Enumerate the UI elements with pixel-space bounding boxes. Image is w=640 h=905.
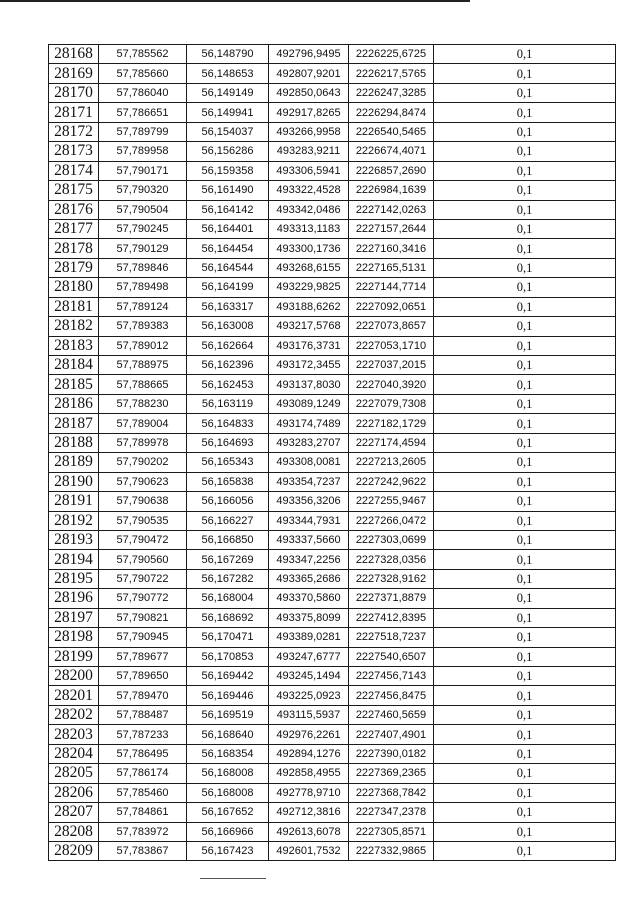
latitude-cell: 57,790245 <box>99 219 187 238</box>
longitude-cell: 56,163119 <box>187 394 269 413</box>
x-coordinate-cell: 493306,5941 <box>269 161 349 180</box>
table-row <box>49 608 616 627</box>
latitude-cell: 57,786040 <box>99 83 187 102</box>
x-coordinate-cell: 492712,3816 <box>269 803 349 822</box>
accuracy-cell: 0,1 <box>434 433 616 452</box>
point-number-cell: 28182 <box>49 317 99 336</box>
table-row <box>49 394 616 413</box>
latitude-cell: 57,789650 <box>99 667 187 686</box>
table-row <box>49 647 616 666</box>
accuracy-cell: 0,1 <box>434 45 616 64</box>
x-coordinate-cell: 493344,7931 <box>269 511 349 530</box>
point-number-cell: 28178 <box>49 239 99 258</box>
point-number-cell: 28170 <box>49 83 99 102</box>
longitude-cell: 56,164544 <box>187 258 269 277</box>
accuracy-cell: 0,1 <box>434 142 616 161</box>
longitude-cell: 56,148653 <box>187 64 269 83</box>
accuracy-cell: 0,1 <box>434 219 616 238</box>
point-number-cell: 28201 <box>49 686 99 705</box>
point-number-cell: 28168 <box>49 45 99 64</box>
accuracy-cell: 0,1 <box>434 686 616 705</box>
longitude-cell: 56,164401 <box>187 219 269 238</box>
scan-top-rule <box>0 0 470 2</box>
longitude-cell: 56,162664 <box>187 336 269 355</box>
table-row <box>49 764 616 783</box>
point-number-cell: 28193 <box>49 530 99 549</box>
y-coordinate-cell: 2227332,9865 <box>349 841 434 860</box>
accuracy-cell: 0,1 <box>434 64 616 83</box>
point-number-cell: 28208 <box>49 822 99 841</box>
y-coordinate-cell: 2227460,5659 <box>349 705 434 724</box>
point-number-cell: 28171 <box>49 103 99 122</box>
point-number-cell: 28209 <box>49 841 99 860</box>
y-coordinate-cell: 2227407,4901 <box>349 725 434 744</box>
y-coordinate-cell: 2226247,3285 <box>349 83 434 102</box>
x-coordinate-cell: 492858,4955 <box>269 764 349 783</box>
y-coordinate-cell: 2227456,8475 <box>349 686 434 705</box>
point-number-cell: 28187 <box>49 414 99 433</box>
longitude-cell: 56,161490 <box>187 181 269 200</box>
longitude-cell: 56,167282 <box>187 569 269 588</box>
table-row <box>49 219 616 238</box>
table-row <box>49 686 616 705</box>
table-row <box>49 841 616 860</box>
accuracy-cell: 0,1 <box>434 744 616 763</box>
accuracy-cell: 0,1 <box>434 375 616 394</box>
latitude-cell: 57,789004 <box>99 414 187 433</box>
point-number-cell: 28169 <box>49 64 99 83</box>
x-coordinate-cell: 493225,0923 <box>269 686 349 705</box>
x-coordinate-cell: 493266,9958 <box>269 122 349 141</box>
x-coordinate-cell: 492778,9710 <box>269 783 349 802</box>
x-coordinate-cell: 492894,1276 <box>269 744 349 763</box>
accuracy-cell: 0,1 <box>434 725 616 744</box>
x-coordinate-cell: 493370,5860 <box>269 589 349 608</box>
longitude-cell: 56,166056 <box>187 492 269 511</box>
longitude-cell: 56,168004 <box>187 589 269 608</box>
y-coordinate-cell: 2227328,0356 <box>349 550 434 569</box>
table-row <box>49 725 616 744</box>
y-coordinate-cell: 2227412,8395 <box>349 608 434 627</box>
latitude-cell: 57,786495 <box>99 744 187 763</box>
longitude-cell: 56,166227 <box>187 511 269 530</box>
y-coordinate-cell: 2226984,1639 <box>349 181 434 200</box>
x-coordinate-cell: 493375,8099 <box>269 608 349 627</box>
accuracy-cell: 0,1 <box>434 356 616 375</box>
longitude-cell: 56,168008 <box>187 783 269 802</box>
accuracy-cell: 0,1 <box>434 394 616 413</box>
accuracy-cell: 0,1 <box>434 841 616 860</box>
y-coordinate-cell: 2227053,1710 <box>349 336 434 355</box>
y-coordinate-cell: 2227305,8571 <box>349 822 434 841</box>
y-coordinate-cell: 2227328,9162 <box>349 569 434 588</box>
accuracy-cell: 0,1 <box>434 414 616 433</box>
point-number-cell: 28197 <box>49 608 99 627</box>
table-row <box>49 414 616 433</box>
latitude-cell: 57,789958 <box>99 142 187 161</box>
latitude-cell: 57,790472 <box>99 530 187 549</box>
x-coordinate-cell: 493300,1736 <box>269 239 349 258</box>
y-coordinate-cell: 2226857,2690 <box>349 161 434 180</box>
table-row <box>49 297 616 316</box>
y-coordinate-cell: 2227266,0472 <box>349 511 434 530</box>
table-row <box>49 433 616 452</box>
table-row <box>49 550 616 569</box>
accuracy-cell: 0,1 <box>434 239 616 258</box>
accuracy-cell: 0,1 <box>434 803 616 822</box>
point-number-cell: 28190 <box>49 472 99 491</box>
y-coordinate-cell: 2227037,2015 <box>349 356 434 375</box>
latitude-cell: 57,790129 <box>99 239 187 258</box>
point-number-cell: 28191 <box>49 492 99 511</box>
y-coordinate-cell: 2227390,0182 <box>349 744 434 763</box>
x-coordinate-cell: 493354,7237 <box>269 472 349 491</box>
longitude-cell: 56,168640 <box>187 725 269 744</box>
x-coordinate-cell: 493172,3455 <box>269 356 349 375</box>
longitude-cell: 56,168692 <box>187 608 269 627</box>
accuracy-cell: 0,1 <box>434 336 616 355</box>
x-coordinate-cell: 493089,1249 <box>269 394 349 413</box>
y-coordinate-cell: 2227165,5131 <box>349 258 434 277</box>
y-coordinate-cell: 2227303,0699 <box>349 530 434 549</box>
x-coordinate-cell: 493247,6777 <box>269 647 349 666</box>
latitude-cell: 57,789498 <box>99 278 187 297</box>
latitude-cell: 57,790504 <box>99 200 187 219</box>
longitude-cell: 56,169442 <box>187 667 269 686</box>
longitude-cell: 56,170853 <box>187 647 269 666</box>
scan-bottom-rule <box>200 878 266 879</box>
x-coordinate-cell: 493174,7489 <box>269 414 349 433</box>
accuracy-cell: 0,1 <box>434 317 616 336</box>
x-coordinate-cell: 492807,9201 <box>269 64 349 83</box>
y-coordinate-cell: 2227368,7842 <box>349 783 434 802</box>
table-row <box>49 83 616 102</box>
y-coordinate-cell: 2227347,2378 <box>349 803 434 822</box>
y-coordinate-cell: 2227142,0263 <box>349 200 434 219</box>
point-number-cell: 28194 <box>49 550 99 569</box>
table-row <box>49 453 616 472</box>
accuracy-cell: 0,1 <box>434 569 616 588</box>
longitude-cell: 56,170471 <box>187 628 269 647</box>
x-coordinate-cell: 493217,5768 <box>269 317 349 336</box>
latitude-cell: 57,790772 <box>99 589 187 608</box>
longitude-cell: 56,166966 <box>187 822 269 841</box>
table-row <box>49 530 616 549</box>
x-coordinate-cell: 493229,9825 <box>269 278 349 297</box>
table-row <box>49 375 616 394</box>
accuracy-cell: 0,1 <box>434 764 616 783</box>
latitude-cell: 57,789383 <box>99 317 187 336</box>
latitude-cell: 57,790623 <box>99 472 187 491</box>
table-row <box>49 161 616 180</box>
accuracy-cell: 0,1 <box>434 589 616 608</box>
point-number-cell: 28206 <box>49 783 99 802</box>
x-coordinate-cell: 493137,8030 <box>269 375 349 394</box>
y-coordinate-cell: 2227456,7143 <box>349 667 434 686</box>
table-row <box>49 569 616 588</box>
point-number-cell: 28202 <box>49 705 99 724</box>
longitude-cell: 56,149149 <box>187 83 269 102</box>
longitude-cell: 56,169519 <box>187 705 269 724</box>
accuracy-cell: 0,1 <box>434 258 616 277</box>
table-row <box>49 258 616 277</box>
x-coordinate-cell: 493308,0081 <box>269 453 349 472</box>
x-coordinate-cell: 493347,2256 <box>269 550 349 569</box>
point-number-cell: 28173 <box>49 142 99 161</box>
longitude-cell: 56,166850 <box>187 530 269 549</box>
longitude-cell: 56,159358 <box>187 161 269 180</box>
latitude-cell: 57,789012 <box>99 336 187 355</box>
latitude-cell: 57,790320 <box>99 181 187 200</box>
point-number-cell: 28192 <box>49 511 99 530</box>
longitude-cell: 56,168354 <box>187 744 269 763</box>
x-coordinate-cell: 493356,3206 <box>269 492 349 511</box>
table-row <box>49 511 616 530</box>
point-number-cell: 28175 <box>49 181 99 200</box>
longitude-cell: 56,164833 <box>187 414 269 433</box>
point-number-cell: 28176 <box>49 200 99 219</box>
x-coordinate-cell: 493342,0486 <box>269 200 349 219</box>
y-coordinate-cell: 2227174,4594 <box>349 433 434 452</box>
longitude-cell: 56,163008 <box>187 317 269 336</box>
point-number-cell: 28198 <box>49 628 99 647</box>
y-coordinate-cell: 2227157,2644 <box>349 219 434 238</box>
longitude-cell: 56,167423 <box>187 841 269 860</box>
y-coordinate-cell: 2227369,2365 <box>349 764 434 783</box>
y-coordinate-cell: 2226225,6725 <box>349 45 434 64</box>
point-number-cell: 28189 <box>49 453 99 472</box>
table-row <box>49 744 616 763</box>
point-number-cell: 28184 <box>49 356 99 375</box>
x-coordinate-cell: 492917,8265 <box>269 103 349 122</box>
point-number-cell: 28183 <box>49 336 99 355</box>
x-coordinate-cell: 493245,1494 <box>269 667 349 686</box>
longitude-cell: 56,148790 <box>187 45 269 64</box>
y-coordinate-cell: 2227092,0651 <box>349 297 434 316</box>
y-coordinate-cell: 2227079,7308 <box>349 394 434 413</box>
longitude-cell: 56,163317 <box>187 297 269 316</box>
latitude-cell: 57,785460 <box>99 783 187 802</box>
table-row <box>49 239 616 258</box>
accuracy-cell: 0,1 <box>434 453 616 472</box>
latitude-cell: 57,789978 <box>99 433 187 452</box>
table-row <box>49 783 616 802</box>
accuracy-cell: 0,1 <box>434 511 616 530</box>
x-coordinate-cell: 492850,0643 <box>269 83 349 102</box>
x-coordinate-cell: 493283,9211 <box>269 142 349 161</box>
point-number-cell: 28199 <box>49 647 99 666</box>
table-row <box>49 278 616 297</box>
latitude-cell: 57,786651 <box>99 103 187 122</box>
accuracy-cell: 0,1 <box>434 472 616 491</box>
latitude-cell: 57,790535 <box>99 511 187 530</box>
longitude-cell: 56,165343 <box>187 453 269 472</box>
longitude-cell: 56,164199 <box>187 278 269 297</box>
latitude-cell: 57,783972 <box>99 822 187 841</box>
latitude-cell: 57,786174 <box>99 764 187 783</box>
y-coordinate-cell: 2227371,8879 <box>349 589 434 608</box>
point-number-cell: 28207 <box>49 803 99 822</box>
latitude-cell: 57,789470 <box>99 686 187 705</box>
accuracy-cell: 0,1 <box>434 550 616 569</box>
x-coordinate-cell: 493188,6262 <box>269 297 349 316</box>
latitude-cell: 57,783867 <box>99 841 187 860</box>
longitude-cell: 56,154037 <box>187 122 269 141</box>
accuracy-cell: 0,1 <box>434 161 616 180</box>
y-coordinate-cell: 2226217,5765 <box>349 64 434 83</box>
point-number-cell: 28185 <box>49 375 99 394</box>
point-number-cell: 28179 <box>49 258 99 277</box>
accuracy-cell: 0,1 <box>434 297 616 316</box>
table-row <box>49 492 616 511</box>
coordinates-table <box>48 44 616 861</box>
x-coordinate-cell: 493268,6155 <box>269 258 349 277</box>
latitude-cell: 57,789124 <box>99 297 187 316</box>
point-number-cell: 28180 <box>49 278 99 297</box>
longitude-cell: 56,162453 <box>187 375 269 394</box>
table-row <box>49 589 616 608</box>
x-coordinate-cell: 493322,4528 <box>269 181 349 200</box>
point-number-cell: 28188 <box>49 433 99 452</box>
accuracy-cell: 0,1 <box>434 530 616 549</box>
table-row <box>49 628 616 647</box>
accuracy-cell: 0,1 <box>434 278 616 297</box>
longitude-cell: 56,167652 <box>187 803 269 822</box>
latitude-cell: 57,785562 <box>99 45 187 64</box>
latitude-cell: 57,789799 <box>99 122 187 141</box>
latitude-cell: 57,789677 <box>99 647 187 666</box>
longitude-cell: 56,167269 <box>187 550 269 569</box>
point-number-cell: 28200 <box>49 667 99 686</box>
table-row <box>49 200 616 219</box>
table-row <box>49 181 616 200</box>
point-number-cell: 28203 <box>49 725 99 744</box>
longitude-cell: 56,162396 <box>187 356 269 375</box>
y-coordinate-cell: 2227182,1729 <box>349 414 434 433</box>
table-row <box>49 122 616 141</box>
x-coordinate-cell: 493176,3731 <box>269 336 349 355</box>
x-coordinate-cell: 492976,2261 <box>269 725 349 744</box>
longitude-cell: 56,156286 <box>187 142 269 161</box>
table-row <box>49 142 616 161</box>
coordinates-table-body <box>49 45 616 861</box>
table-row <box>49 317 616 336</box>
x-coordinate-cell: 492601,7532 <box>269 841 349 860</box>
accuracy-cell: 0,1 <box>434 647 616 666</box>
accuracy-cell: 0,1 <box>434 181 616 200</box>
y-coordinate-cell: 2226674,4071 <box>349 142 434 161</box>
accuracy-cell: 0,1 <box>434 705 616 724</box>
latitude-cell: 57,785660 <box>99 64 187 83</box>
table-row <box>49 822 616 841</box>
y-coordinate-cell: 2227073,8657 <box>349 317 434 336</box>
x-coordinate-cell: 493365,2686 <box>269 569 349 588</box>
table-row <box>49 705 616 724</box>
longitude-cell: 56,164693 <box>187 433 269 452</box>
accuracy-cell: 0,1 <box>434 103 616 122</box>
latitude-cell: 57,790945 <box>99 628 187 647</box>
latitude-cell: 57,790638 <box>99 492 187 511</box>
point-number-cell: 28177 <box>49 219 99 238</box>
latitude-cell: 57,790171 <box>99 161 187 180</box>
latitude-cell: 57,788665 <box>99 375 187 394</box>
accuracy-cell: 0,1 <box>434 122 616 141</box>
accuracy-cell: 0,1 <box>434 83 616 102</box>
x-coordinate-cell: 493337,5660 <box>269 530 349 549</box>
latitude-cell: 57,789846 <box>99 258 187 277</box>
accuracy-cell: 0,1 <box>434 608 616 627</box>
point-number-cell: 28174 <box>49 161 99 180</box>
y-coordinate-cell: 2227160,3416 <box>349 239 434 258</box>
latitude-cell: 57,790722 <box>99 569 187 588</box>
latitude-cell: 57,787233 <box>99 725 187 744</box>
x-coordinate-cell: 493115,5937 <box>269 705 349 724</box>
y-coordinate-cell: 2227242,9622 <box>349 472 434 491</box>
table-row <box>49 103 616 122</box>
point-number-cell: 28205 <box>49 764 99 783</box>
latitude-cell: 57,788487 <box>99 705 187 724</box>
longitude-cell: 56,164142 <box>187 200 269 219</box>
x-coordinate-cell: 493313,1183 <box>269 219 349 238</box>
y-coordinate-cell: 2227144,7714 <box>349 278 434 297</box>
y-coordinate-cell: 2227540,6507 <box>349 647 434 666</box>
y-coordinate-cell: 2227518,7237 <box>349 628 434 647</box>
point-number-cell: 28196 <box>49 589 99 608</box>
table-row <box>49 667 616 686</box>
accuracy-cell: 0,1 <box>434 667 616 686</box>
point-number-cell: 28195 <box>49 569 99 588</box>
longitude-cell: 56,165838 <box>187 472 269 491</box>
accuracy-cell: 0,1 <box>434 200 616 219</box>
x-coordinate-cell: 493283,2707 <box>269 433 349 452</box>
accuracy-cell: 0,1 <box>434 492 616 511</box>
table-row <box>49 356 616 375</box>
y-coordinate-cell: 2226540,5465 <box>349 122 434 141</box>
y-coordinate-cell: 2226294,8474 <box>349 103 434 122</box>
latitude-cell: 57,790821 <box>99 608 187 627</box>
table-row <box>49 336 616 355</box>
x-coordinate-cell: 492796,9495 <box>269 45 349 64</box>
point-number-cell: 28186 <box>49 394 99 413</box>
table-row <box>49 803 616 822</box>
latitude-cell: 57,788975 <box>99 356 187 375</box>
longitude-cell: 56,164454 <box>187 239 269 258</box>
point-number-cell: 28172 <box>49 122 99 141</box>
latitude-cell: 57,788230 <box>99 394 187 413</box>
point-number-cell: 28204 <box>49 744 99 763</box>
point-number-cell: 28181 <box>49 297 99 316</box>
table-row <box>49 64 616 83</box>
longitude-cell: 56,149941 <box>187 103 269 122</box>
latitude-cell: 57,790202 <box>99 453 187 472</box>
longitude-cell: 56,168008 <box>187 764 269 783</box>
accuracy-cell: 0,1 <box>434 628 616 647</box>
y-coordinate-cell: 2227255,9467 <box>349 492 434 511</box>
y-coordinate-cell: 2227213,2605 <box>349 453 434 472</box>
longitude-cell: 56,169446 <box>187 686 269 705</box>
latitude-cell: 57,790560 <box>99 550 187 569</box>
table-row <box>49 45 616 64</box>
table-row <box>49 472 616 491</box>
y-coordinate-cell: 2227040,3920 <box>349 375 434 394</box>
accuracy-cell: 0,1 <box>434 783 616 802</box>
x-coordinate-cell: 493389,0281 <box>269 628 349 647</box>
latitude-cell: 57,784861 <box>99 803 187 822</box>
accuracy-cell: 0,1 <box>434 822 616 841</box>
x-coordinate-cell: 492613,6078 <box>269 822 349 841</box>
